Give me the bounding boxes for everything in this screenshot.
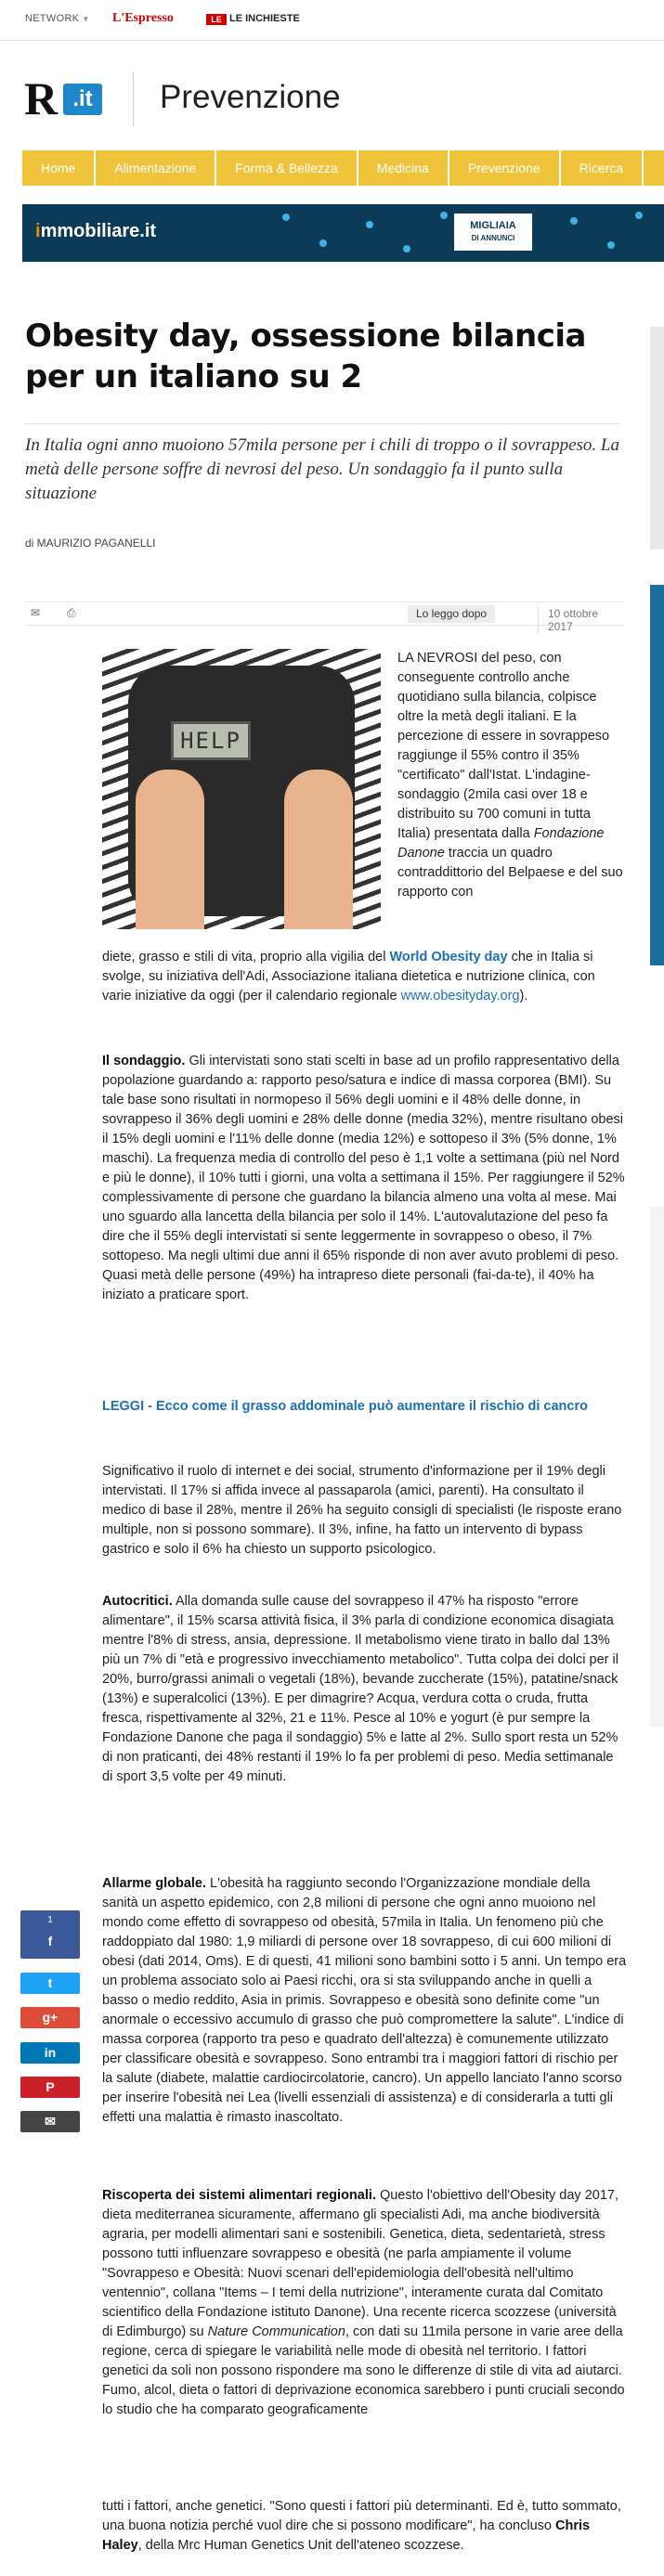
article-paragraph-7: tutti i fattori, anche genetici. "Sono questi i fattori più determinanti. Ed è, tutto sommato, una buona notizia perché vuol dire che si possono modificare", ha concluso Chris Haley, della Mrc Human Genetics Unit dell'ateneo scozzese. (102, 2499, 621, 2553)
article-paragraph-4: Autocritici. Alla domanda sulle cause del sovrappeso il 47% ha risposto "errore alimentare", il 15% scarsa attività fisica, il 3% parla di condizione economica disagiata mentre l'8% di stress, ansia, depressione. Il metabolismo viene tirato in ballo dal 13% più un 7% di "età e progressivo invecchiamento metabolico". Tutta colpa dei dolci per il 20%, burro/grassi animali o vegetali (18%), bevande zuccherate (15%), patatine/snack (13%) e superalcolici (13%). E per dimagrire? Acqua, verdura cotta o cruda, frutta fresca, rispettivamente al 32%, 21 e 11%. Pesce al 10% e yogurt (è pur sempre la Fondazione Danone che paga il sondaggio) 5% e latte al 2%. Sullo sport resta un 52% di non praticanti, dei 48% restanti il 19% lo fa per problemi di peso. Media settimanale di sport 3,5 volte per 49 minuti. (102, 1594, 618, 1784)
site-logo[interactable]: R .it (24, 74, 134, 123)
nav-item-ricerca[interactable]: Ricerca (561, 150, 644, 186)
article-byline: di MAURIZIO PAGANELLI (25, 537, 156, 550)
immobiliare-logo: immobiliare.it (35, 221, 157, 241)
banner-cta[interactable]: MIGLIAIA DI ANNUNCI (454, 214, 532, 251)
article-headline: Obesity day, ossessione bilancia per un italiano su 2 (25, 317, 586, 395)
article-paragraph-1: diete, grasso e stili di vita, proprio alla vigilia del World Obesity day che in Italia si svolge, su iniziativa dell'Adi, Associazione italiana dietetica e nutrizione clinica, con varie iniziative da oggi (per il calendario regionale www.obesityday.org). (102, 950, 595, 1003)
article-paragraph-2: Il sondaggio. Gli intervistati sono stati scelti in base ad un profilo rappresentativo della popolazione guardando a: rapporto peso/satura e indice di massa corporea (BMI). Su tale base sono risultati in normopeso il 56% degli uomini e il 48% delle donne, in sovrappeso il 36% degli uomini e 28% delle donne (media 32%), mentre risultano obesi il 15% degli uomini e l'11% delle donne (media 12%) e sottopeso il 3% (5% donne, 1% maschi). La frequenza media di controllo del peso è 1,1 volte a settimana (più nel Nord e più le donne), il 10% tutti i giorni, una volta a settimana il 15%. Per raggiungere il 52% complessivamente di persone che guardano la bilancia almeno una volta al mese. Mai uno sguardo alla lancetta della bilancia per solo il 14%. L'autovalutazione del peso fa dire che il 55% degli intervistati si sente leggermente in sovrappeso o obeso, il 7% sottopeso. Ma negli ultimi due anni il 65% risponde di non aver avuto problemi di peso. Quasi metà delle persone (49%) ha intrapreso diete personali (fai-da-te), il 40% ha iniziato a praticare sport. (102, 1054, 625, 1302)
article-paragraph-5: Allarme globale. L'obesità ha raggiunto secondo l'Organizzazione mondiale della sanità un aspetto epidemico, con 2,8 milioni di persone che ogni anno muoiono nel mondo come effetto di sovrappeso od obesità, 57mila in Italia. Un fenomeno più che raddoppiato dal 1980: 1,9 miliardi di persone over 18 sovrappeso, di cui 600 milioni di obesi (dati 2014, Oms). E di questi, 41 milioni sono bambini sotto i 5 anni. Un tempo era un problema associato solo ai Paesi ricchi, ora si sta sviluppando anche in quelli a basso o medio reddito, Asia in primis. Sovrappeso e obesità sono definite come "un anormale o eccessivo accumulo di grasso che può compromettere la salute". L'indice di massa corporea (rapporto tra peso e quadrato dell'altezza) è comunemente utilizzato per classificare obesità e sovrappeso. Sono entrambi tra i maggiori fattori di rischio per la salute (diabete, malattie cardiocircolatorie, cancro). Un appello lanciato l'anno scorso per inserire l'obesità nei Lea (livelli essenziali di assistenza) e di considerarla a tutti gli effetti una malattia è rimasto inascoltato. (102, 1876, 627, 2125)
obesityday-link[interactable]: www.obesityday.org (400, 989, 520, 1003)
article-date: 10 ottobre 2017 (538, 607, 624, 633)
pinterest-icon: P (46, 2079, 55, 2094)
world-obesity-day-link[interactable]: World Obesity day (389, 950, 508, 964)
nav-item-forma-bellezza[interactable]: Forma & Bellezza (216, 150, 358, 186)
network-bar (0, 0, 664, 41)
facebook-share-button[interactable]: 1 f (20, 1910, 80, 1959)
twitter-icon: t (47, 1975, 53, 1990)
googleplus-icon: g+ (42, 2010, 59, 2025)
right-sidebar-edge-2 (650, 1207, 664, 1727)
section-title: Prevenzione (160, 79, 341, 115)
mail-icon[interactable]: ✉ (31, 606, 41, 619)
article-paragraph-6: Riscoperta dei sistemi alimentari regionali. Questo l'obiettivo dell'Obesity day 2017, dieta mediterranea sicuramente, affermano gli specialisti Adi, ma anche biodiversità agraria, per modelli alimentari sani e sostenibili. Genetica, dieta, sedentarietà, stress possono tutti influenzare sovrappeso e obesità (ne parla ampiamente il volume "Sovrappeso e Obesità: Nuovi scenari dell'epidemiologia dell'obesità nell'ultimo ventennio", collana "Items – I temi della nutrizione", interamente curata dal Comitato scientifico della Fondazione istituto Danone). Una recente ricerca scozzese (università di Edimburgo) su Nature Communication, con dati su 11mila persone in varie aree della regione, cerca di spiegare le variabilità nelle mode di obesità nel territorio. I fattori genetici da soli non possono rispondere ma sono le differenze di stile di vita ad aiutarci. Fumo, alcol, dieta o fattori di deprivazione economica sarebbero i punti cruciali secondo lo studio che ha comparato geograficamente (102, 2188, 625, 2417)
inchieste-logo-icon: LE (206, 14, 227, 25)
header-divider (133, 72, 134, 126)
main-nav (22, 150, 664, 186)
nav-item-prevenzione[interactable]: Prevenzione (449, 150, 561, 186)
read-later-button[interactable]: Lo leggo dopo (408, 605, 495, 623)
social-share-bar (20, 1910, 80, 2133)
linkedin-icon: in (44, 2045, 57, 2060)
article-toolbar (25, 602, 624, 633)
related-article-link[interactable]: LEGGI - Ecco come il grasso addominale può aumentare il rischio di cancro (102, 1399, 588, 1414)
immobiliare-banner[interactable] (22, 204, 664, 262)
article-intro-wrap: LA NEVROSI del peso, con conseguente controllo anche quotidiano sulla bilancia, colpisce oltre la metà degli italiani. E la percezione di essere in sovrappeso raggiunge il 55% contro il 35% "certificato" dall'Istat. L'indagine-sondaggio (2mila casi over 18 e distribuito su 700 comuni in tutta Italia) presentata dalla Fondazione Danone traccia un quadro contraddittorio del Belpaese e del suo rapporto con (397, 651, 623, 900)
article-paragraph-3: Significativo il ruolo di internet e dei social, strumento d'informazione per il 19% degli intervistati. Il 17% si affida invece al passaparola (amici, parenti). Ha consultato il medico di base il 28%, mentre il 26% ha seguito consigli di specialisti (le risposte erano multiple, non si possono sommare). Il 3%, infine, ha fatto un intervento di bypass gastrico e solo il 6% ha chiesto un supporto psicologico. (102, 1464, 622, 1557)
googleplus-share-button[interactable] (20, 2007, 80, 2028)
email-share-button[interactable] (20, 2111, 80, 2132)
scale-display: HELP (171, 721, 251, 760)
inchieste-link[interactable]: LE LE INCHIESTE (206, 13, 300, 25)
left-foot-shape (136, 770, 204, 929)
twitter-share-button[interactable] (20, 1973, 80, 1994)
print-icon[interactable]: ⎙ (67, 606, 76, 619)
nav-item-alimentazione[interactable]: Alimentazione (96, 150, 216, 186)
espresso-link[interactable]: L'Espresso (112, 11, 174, 25)
right-sidebar-edge (650, 327, 664, 550)
right-sidebar-ad (650, 585, 664, 965)
nav-item-medicina[interactable]: Medicina (358, 150, 449, 186)
article-lede: In Italia ogni anno muoiono 57mila persone per i chili di troppo o il sovrappeso. La metà delle persone soffre di nevrosi del peso. Un sondaggio fa il punto sulla situazione (25, 435, 619, 503)
facebook-icon: f (47, 1934, 53, 1948)
network-menu[interactable]: NETWORK ▼ (25, 13, 90, 24)
article-photo (102, 649, 381, 929)
linkedin-share-button[interactable] (20, 2042, 80, 2064)
pinterest-share-button[interactable] (20, 2077, 80, 2098)
email-icon: ✉ (45, 2114, 56, 2129)
nav-item-home[interactable]: Home (22, 150, 96, 186)
right-foot-shape (284, 770, 353, 929)
caret-down-icon: ▼ (82, 15, 90, 23)
